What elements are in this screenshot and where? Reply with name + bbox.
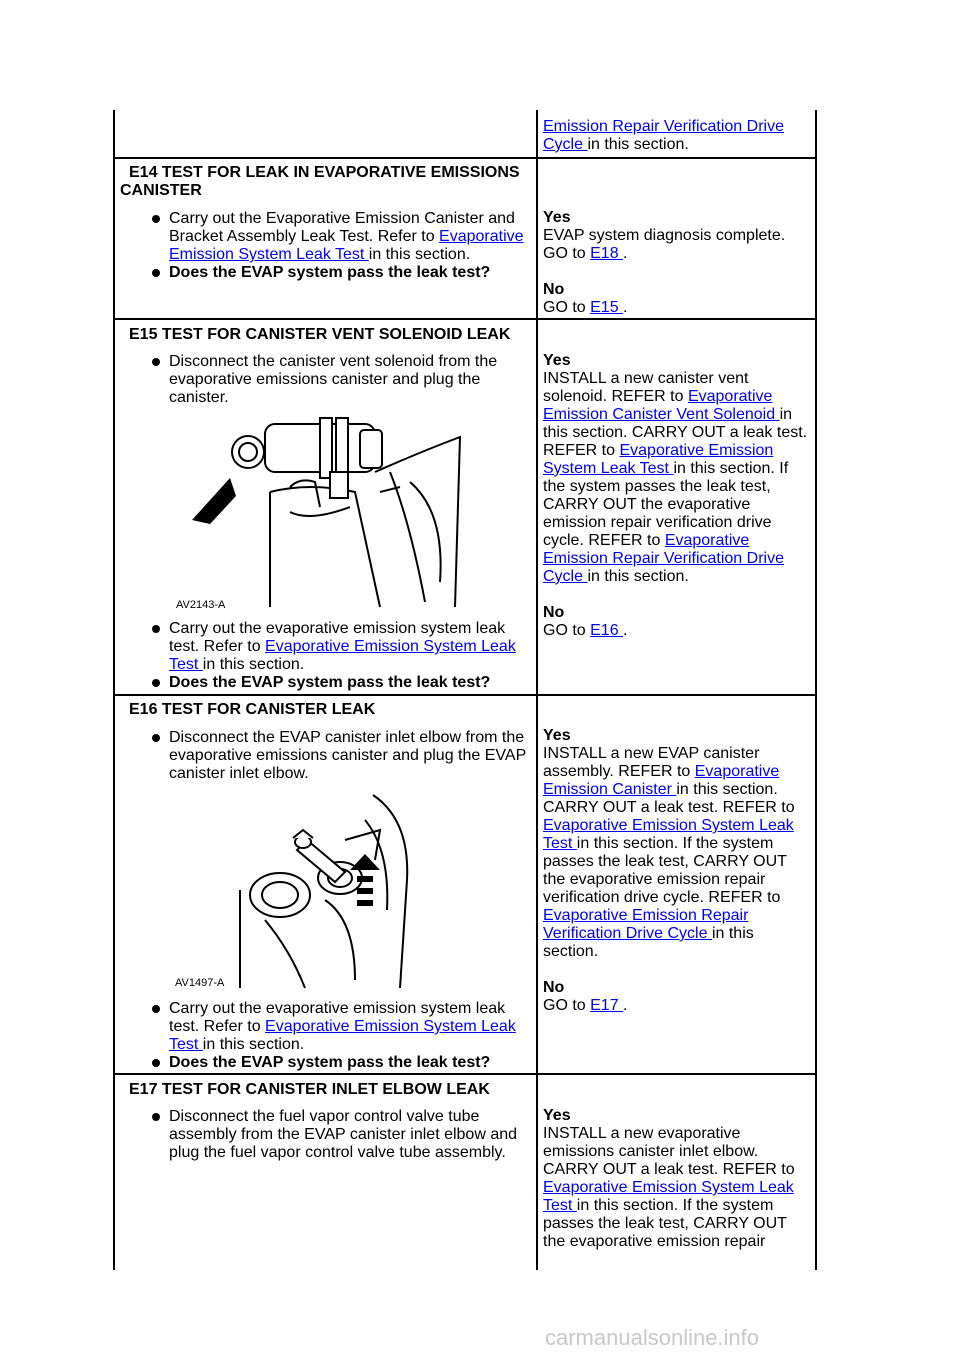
e14-title: E14 TEST FOR LEAK IN EVAPORATIVE EMISSIONS CANISTER <box>120 164 520 199</box>
watermark: carmanualsonline.info <box>545 1325 760 1350</box>
e15-step-2: Carry out the evaporative emission system leak test. Refer to Evaporative Emission System Leak Test in this section. <box>138 620 530 674</box>
row-divider-e15 <box>114 318 816 320</box>
link-evap-system-leak-test-2[interactable]: Evaporative Emission System Leak Test <box>169 638 516 673</box>
link-e16[interactable]: E16 <box>590 622 624 639</box>
e16-no-label: No <box>543 979 565 996</box>
top-after-text: in this section. <box>587 136 689 153</box>
e15-title: E15 TEST FOR CANISTER VENT SOLENOID LEAK <box>129 326 511 343</box>
table-left-border <box>113 110 115 1270</box>
e16-go-e17: GO to E17 . <box>543 997 628 1014</box>
link-e15[interactable]: E15 <box>590 299 624 316</box>
canister-inlet-elbow-illustration <box>175 790 445 990</box>
e14-go-e15: GO to E15 . <box>543 299 628 316</box>
row-divider-e17 <box>114 1073 816 1075</box>
link-emission-repair-drive-cycle[interactable]: Emission Repair Verification Drive Cycle <box>543 118 784 153</box>
link-drive-cycle-3[interactable]: Evaporative Emission Repair Verification Drive Cycle <box>543 907 749 942</box>
e15-step-1: Disconnect the canister vent solenoid from the evaporative emissions canister and plug the canister. <box>138 353 530 407</box>
top-continuation <box>543 118 811 154</box>
e14-no-label: No <box>543 281 565 298</box>
e15-step-3: Does the EVAP system pass the leak test? <box>138 674 530 692</box>
e17-title: E17 TEST FOR CANISTER INLET ELBOW LEAK <box>129 1081 490 1098</box>
e16-result <box>543 727 811 1015</box>
e14-yes-label: Yes <box>543 209 571 226</box>
table-right-border <box>815 110 817 1270</box>
e14-result <box>543 209 811 317</box>
link-e18[interactable]: E18 <box>590 245 624 262</box>
e15-result <box>543 352 813 640</box>
link-evap-system-leak-test[interactable]: Evaporative Emission System Leak Test <box>169 228 524 263</box>
e17-yes-text: INSTALL a new evaporative emissions canister inlet elbow. CARRY OUT a leak test. REFER to Evaporative Emission System Leak Test in this section. If the system passes the leak test, CARRY OUT the evaporative emission repair <box>543 1125 795 1250</box>
e15-go-e16: GO to E16 . <box>543 622 628 639</box>
e14-yes-text: EVAP system diagnosis complete. <box>543 227 786 244</box>
row-divider-e14 <box>114 157 816 159</box>
e15-no-label: No <box>543 604 565 621</box>
link-evap-system-leak-test-5[interactable]: Evaporative Emission System Leak Test <box>543 817 794 852</box>
link-evap-system-leak-test-3[interactable]: Evaporative Emission System Leak Test <box>543 442 774 477</box>
e14-steps <box>138 210 530 282</box>
e16-steps-2 <box>138 1000 530 1072</box>
e17-result <box>543 1107 811 1251</box>
e16-yes-label: Yes <box>543 727 571 744</box>
link-drive-cycle-2[interactable]: Evaporative Emission Repair Verification Drive Cycle <box>543 532 784 585</box>
e16-step-1-wrap <box>138 729 530 783</box>
e16-title: E16 TEST FOR CANISTER LEAK <box>129 701 376 718</box>
e15-step-1-wrap <box>138 353 530 407</box>
e17-yes-label: Yes <box>543 1107 571 1124</box>
link-evap-system-leak-test-6[interactable]: Evaporative Emission System Leak Test <box>543 1179 794 1214</box>
e14-go-e18: GO to E18 . <box>543 245 628 262</box>
e15-steps-2 <box>138 620 530 692</box>
canister-vent-solenoid-illustration <box>170 412 470 612</box>
e16-figure-label: AV1497-A <box>175 977 225 989</box>
e17-step-1-wrap <box>138 1108 530 1162</box>
e16-step-2: Carry out the evaporative emission system leak test. Refer to Evaporative Emission System Leak Test in this section. <box>138 1000 530 1054</box>
link-evap-canister[interactable]: Evaporative Emission Canister <box>543 763 780 798</box>
link-evap-system-leak-test-4[interactable]: Evaporative Emission System Leak Test <box>169 1018 516 1053</box>
e15-yes-text: INSTALL a new canister vent solenoid. REFER to Evaporative Emission Canister Vent Solenoid in this section. CARRY OUT a leak test. REFER to Evaporative Emission System Leak Test in this section. If the system passes the leak test, CARRY OUT the evaporative emission repair verification drive cycle. REFER to Evaporative Emission Repair Verification Drive Cycle in this section. <box>543 370 808 585</box>
e17-step-1: Disconnect the fuel vapor control valve tube assembly from the EVAP canister inlet elbow and plug the fuel vapor control valve tube assembly. <box>138 1108 530 1162</box>
e16-step-1: Disconnect the EVAP canister inlet elbow from the evaporative emissions canister and plug the EVAP canister inlet elbow. <box>138 729 530 783</box>
e16-yes-text: INSTALL a new EVAP canister assembly. REFER to Evaporative Emission Canister in this section. CARRY OUT a leak test. REFER to Evaporative Emission System Leak Test in this section. If the system passes the leak test, CARRY OUT the evaporative emission repair verification drive cycle. REFER to Evaporative Emission Repair Verification Drive Cycle in this section. <box>543 745 795 960</box>
link-canister-vent-solenoid[interactable]: Evaporative Emission Canister Vent Solenoid <box>543 388 780 423</box>
e15-yes-label: Yes <box>543 352 571 369</box>
e14-step-2: Does the EVAP system pass the leak test? <box>138 264 530 282</box>
row-divider-e16 <box>114 694 816 696</box>
link-e17[interactable]: E17 <box>590 997 624 1014</box>
e16-step-3: Does the EVAP system pass the leak test? <box>138 1054 530 1072</box>
e15-figure-label: AV2143-A <box>176 599 226 611</box>
column-divider <box>536 110 538 1270</box>
e14-step-1: Carry out the Evaporative Emission Canister and Bracket Assembly Leak Test. Refer to Evaporative Emission System Leak Test in this section. <box>138 210 530 264</box>
